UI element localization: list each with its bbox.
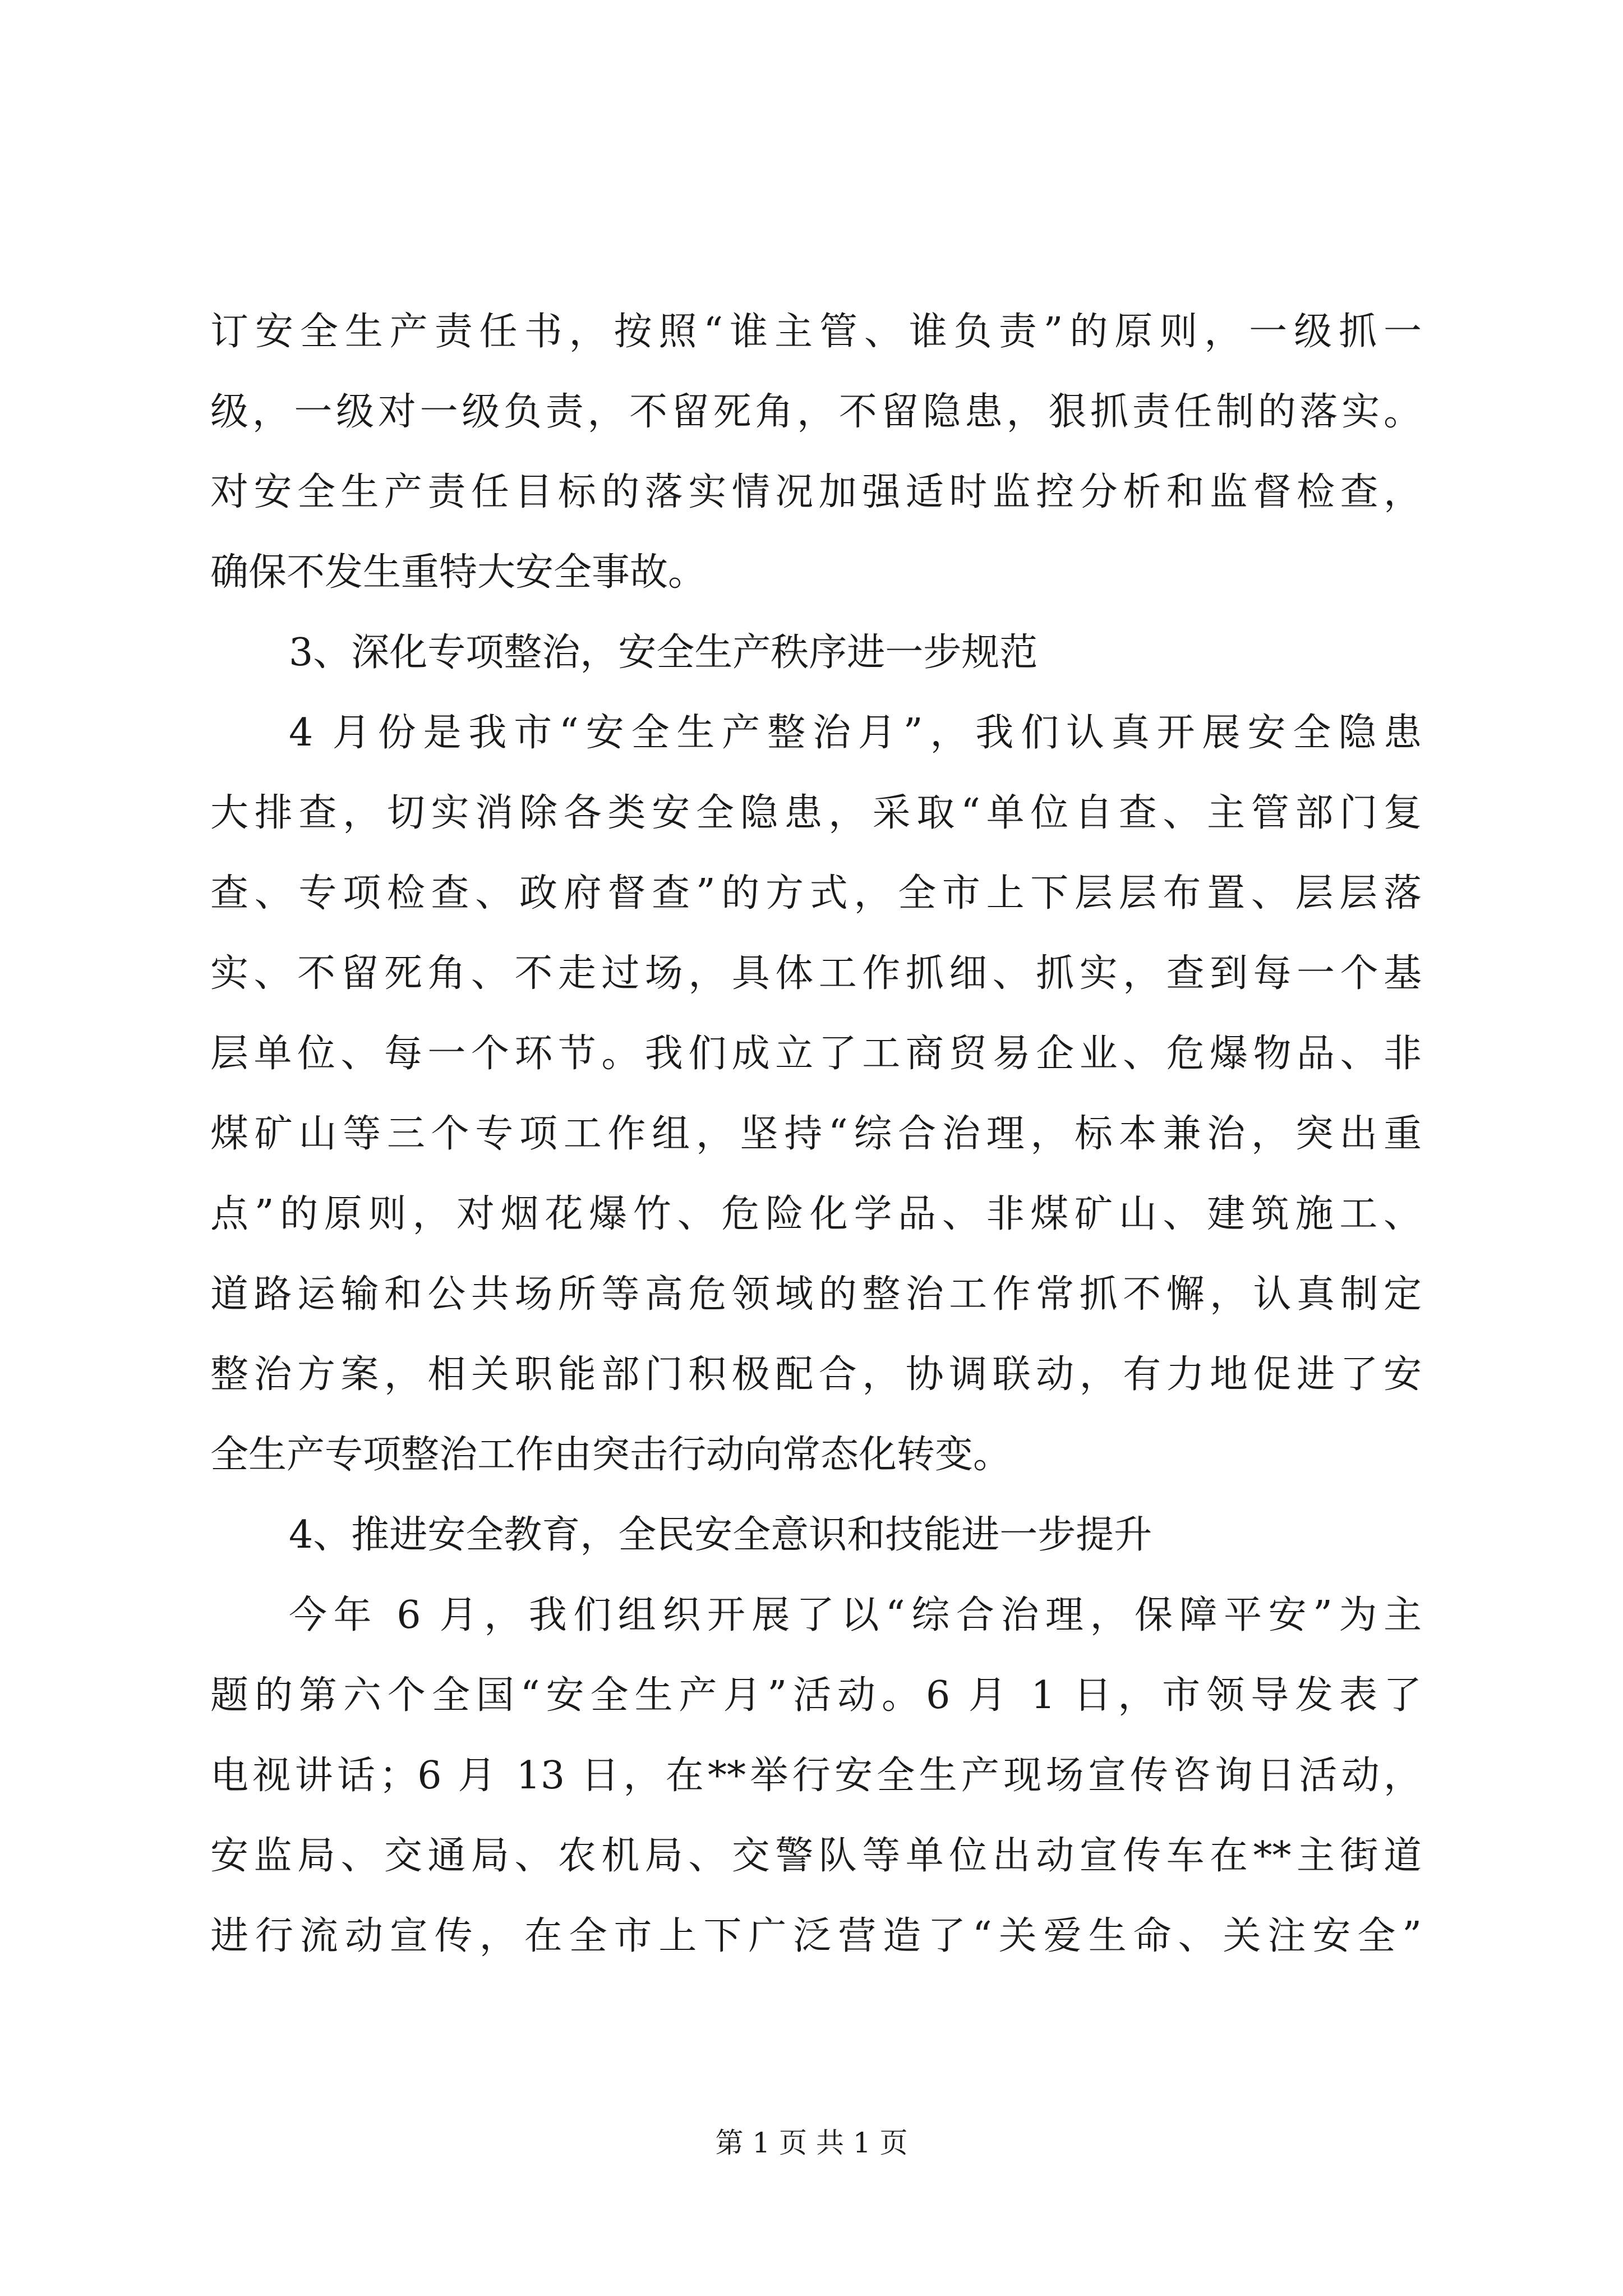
text-line-7: 大排查，切实消除各类安全隐患，采取“单位自查、主管部门复 [210, 791, 1422, 835]
text-line-19: 电视讲话；6 月 13 日，在**举行安全生产现场宣传咨询日活动， [210, 1754, 1422, 1798]
text-line-2: 级，一级对一级负责，不留死角，不留隐患，狠抓责任制的落实。 [210, 390, 1422, 434]
text-line-11: 煤矿山等三个专项工作组，坚持“综合治理，标本兼治，突出重 [210, 1112, 1422, 1156]
section-heading-4: 4、推进安全教育，全民安全意识和技能进一步提升 [289, 1513, 1152, 1557]
text-line-4: 确保不发生重特大安全事故。 [210, 550, 707, 595]
text-line-8: 查、专项检查、政府督查”的方式，全市上下层层布置、层层落 [210, 871, 1422, 915]
text-line-18: 题的第六个全国“安全生产月”活动。6 月 1 日，市领导发表了 [210, 1673, 1422, 1718]
section-heading-3: 3、深化专项整治，安全生产秩序进一步规范 [289, 631, 1038, 675]
text-line-1: 订安全生产责任书，按照“谁主管、谁负责”的原则，一级抓一 [210, 310, 1422, 354]
page-footer [0, 2126, 1623, 2160]
page-number-label: 第 1 页 共 1 页 [715, 2127, 908, 2159]
text-line-6: 4 月份是我市“安全生产整治月”，我们认真开展安全隐患 [289, 711, 1422, 755]
text-line-14: 整治方案，相关职能部门积极配合，协调联动，有力地促进了安 [210, 1352, 1422, 1397]
text-line-13: 道路运输和公共场所等高危领域的整治工作常抓不懈，认真制定 [210, 1272, 1422, 1317]
text-line-20: 安监局、交通局、农机局、交警队等单位出动宣传车在**主街道 [210, 1834, 1422, 1878]
text-line-12: 点”的原则，对烟花爆竹、危险化学品、非煤矿山、建筑施工、 [210, 1192, 1422, 1236]
document-body [210, 292, 1422, 1976]
text-line-3: 对安全生产责任目标的落实情况加强适时监控分析和监督检查， [210, 470, 1422, 514]
text-line-10: 层单位、每一个环节。我们成立了工商贸易企业、危爆物品、非 [210, 1032, 1422, 1076]
text-line-21: 进行流动宣传，在全市上下广泛营造了“关爱生命、关注安全” [210, 1914, 1422, 1958]
text-line-17: 今年 6 月，我们组织开展了以“综合治理，保障平安”为主 [289, 1593, 1422, 1637]
text-line-9: 实、不留死角、不走过场，具体工作抓细、抓实，查到每一个基 [210, 951, 1422, 996]
text-line-15: 全生产专项整治工作由突击行动向常态化转变。 [210, 1433, 1012, 1477]
